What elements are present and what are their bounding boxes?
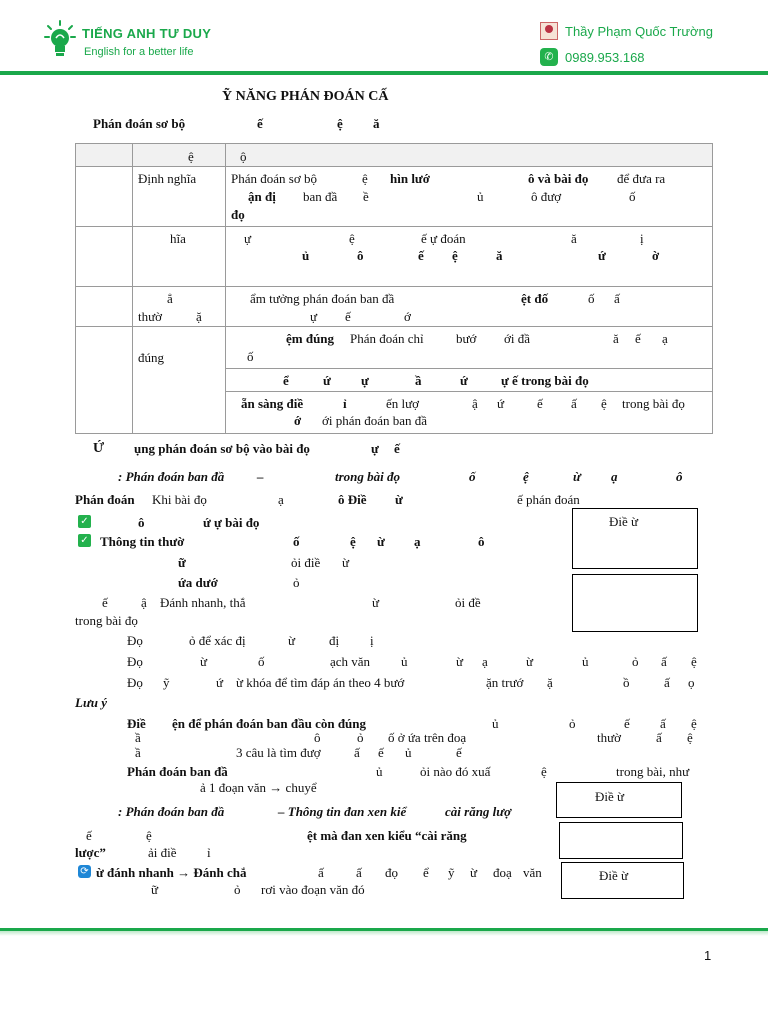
cell-text: ố [247,349,254,364]
step-text: ứ [216,675,224,690]
note-text: Phán đoán ban đầ [127,764,228,779]
cell-text: ẵn sàng điề [241,396,304,411]
page-number: 1 [704,948,712,963]
cell-text: ứ [497,396,505,411]
cell-text: ề [363,189,369,204]
step-text: ị [370,633,374,648]
cell-text: ứ [598,248,606,263]
check-item: ạ [414,534,421,549]
check-item: ứa dướ [178,575,218,590]
note-text: ện để phán đoán ban đầu còn đúng [172,716,367,731]
case2-text: văn [523,865,542,880]
cell-text: ầ [415,373,422,388]
cell-text: ô [357,248,364,263]
note-text: ầ [135,730,141,745]
table-cell [225,368,713,392]
check-item: ệ [350,534,356,549]
cell-text: ế [418,248,424,263]
case2-title: cài răng lượ [445,804,512,819]
cell-text: ệ [601,396,607,411]
strategy-text: ừ [372,595,380,610]
cell-text: ố [588,291,595,306]
note-text: ệ [687,730,693,745]
step-text: ố [258,654,265,669]
step-text: ủ [582,654,589,669]
cell-text: để đưa ra [617,171,666,186]
section2-heading: ụng phán đoán sơ bộ vào bài đọ [134,441,310,456]
prediction-text: ạ [278,492,284,507]
prediction-text: ế phán đoán [517,492,580,507]
answer-box-label: Điề ừ [599,868,629,883]
step-text: ỏ [632,654,639,669]
note-text: thườ [597,730,622,745]
case2-text: lược” [75,845,106,860]
cell-text: ô đượ [531,189,562,204]
note-text: 3 câu là tìm đượ [236,745,321,760]
cell-text: ỉ [343,396,347,411]
table-header-cell [132,143,226,167]
step-text: Đọ [127,633,143,648]
step-text: ỹ [163,675,170,690]
cell-text: ận đị [248,189,276,204]
case2-title: – Thông tin đan xen kiể [278,804,407,819]
case1-title: ô [676,469,683,484]
case1-title: : Phán đoán ban đầ [118,469,225,484]
case1-title: ạ [611,469,618,484]
step-text: ừ [200,654,208,669]
row-label: thườ [138,309,163,324]
teacher-icon [540,22,558,40]
cell-text: ới đầ [504,331,531,346]
case1-title: ệ [523,469,529,484]
strategy-text: ậ [141,595,147,610]
answer-box[interactable] [561,862,684,899]
checkbox-icon: ✓ [78,515,91,528]
strategy-text: Đánh nhanh, thắ [160,595,246,610]
cell-text: ban đầ [303,189,338,204]
answer-box[interactable] [559,822,683,859]
note-text: ệ [541,764,547,779]
case2-text: ỉ [207,845,211,860]
step-text: ọ [688,675,695,690]
note-text: ố ở ứa trên đoạ [388,730,467,745]
note-text: ỏ [357,730,364,745]
section1-fragment: ế [257,116,263,131]
table-cell [75,326,133,434]
prediction-label: Phán đoán [75,492,135,507]
table-header-label: ộ [240,149,247,164]
step-text: đị [329,633,340,648]
step-text: ệ [691,654,697,669]
cell-text: ớ [404,309,411,324]
case2-text: ấ [356,865,362,880]
row-label: ẳ [167,291,173,306]
sync-icon: ⟳ [78,865,91,878]
step-text: ủ [401,654,408,669]
answer-box[interactable] [556,782,682,818]
note-text: ầ [135,745,141,760]
cell-text: ế [635,331,641,346]
case2-text: ế [86,828,92,843]
cell-text: ệt đố [521,291,549,306]
table-header-cell [225,143,713,167]
cell-text: trong bài đọ [622,396,685,411]
cell-text: ấ [571,396,577,411]
strategy-text: ế [102,595,108,610]
cell-text: ệ [362,171,368,186]
brand-name: TIẾNG ANH TƯ DUY [82,26,212,41]
case1-title: ố [469,469,476,484]
cell-text: ệm đúng [286,331,335,346]
note-label: Lưu ý [75,695,107,710]
case2-text: ệ [146,828,152,843]
section2-heading: Ứ [93,441,105,456]
step-text: ặ [547,675,553,690]
check-item: ỏi điề [291,555,321,570]
check-item: ừ [342,555,350,570]
note-text: ế [624,716,630,731]
check-item: ữ [178,555,186,570]
step-text: ạch văn [330,654,371,669]
step-text: ấ [661,654,667,669]
cell-text: đọ [231,207,245,222]
row-label: hĩa [170,231,186,246]
page-title: Ỹ NĂNG PHÁN ĐOÁN CẤ [222,89,389,104]
section2-fragment: ế [394,441,400,456]
step-text: ỏ để xác đị [189,633,246,648]
cell-text: ô và bài đọ [528,171,589,186]
note-text: Điề [127,716,146,731]
cell-text: ă [496,248,503,263]
answer-box-label: Điề ừ [595,789,625,804]
table-cell [75,226,133,287]
note-text: ủ [492,716,499,731]
note-text: ỏi nào đó xuấ [420,764,491,779]
case2-title: : Phán đoán ban đầ [118,804,225,819]
cell-text: ủ [302,248,310,263]
check-item: ừ [377,534,385,549]
cell-text: ế [345,309,351,324]
header-divider [0,71,768,75]
step-text: ặn trướ [486,675,524,690]
footer-accent [0,931,768,936]
step-text: ừ [288,633,296,648]
brand-tagline: English for a better life [84,46,194,58]
cell-text: ự [310,309,318,324]
case2-text: ừ [470,865,478,880]
row-label: ặ [196,309,202,324]
case2-text: ể [423,865,429,880]
prediction-text: ô Điề [338,492,367,507]
cell-text: ể [283,373,289,388]
case2-text: đọ [385,865,398,880]
section1-fragment: ă [373,116,380,131]
cell-text: hìn lướ [390,171,430,186]
row-label-definition: Định nghĩa [138,171,197,186]
cell-text: ứ [460,373,468,388]
check-item: ố [293,534,300,549]
lightbulb-icon [44,20,76,60]
note-text: ủ [405,745,412,760]
cell-text: Phán đoán chỉ [350,331,424,346]
step-text: ạ [482,654,488,669]
cell-text: ă [613,331,619,346]
prediction-text: Khi bài đọ [152,492,207,507]
answer-box-label: Điề ừ [609,514,639,529]
strategy-text: trong bài đọ [75,613,138,628]
cell-text: ự ế trong bài đọ [501,373,589,388]
checkbox-icon: ✓ [78,534,91,547]
case2-text: ải điề [148,845,177,860]
section2-fragment: ự [371,441,379,456]
case2-text: ừ đánh nhanh → Đánh chắ [96,865,247,880]
step-text: Đọ [127,654,143,669]
note-text: ấ [354,745,360,760]
table-cell [75,166,133,227]
phone-number: 0989.953.168 [565,50,645,65]
table-header-label: ệ [188,149,194,164]
cell-text: ị [640,231,644,246]
step-text: ừ [526,654,534,669]
case2-text: ấ [318,865,324,880]
logo [44,20,76,60]
check-item: ô [138,515,145,530]
table-cell [132,326,226,434]
prediction-text: ừ [395,492,403,507]
case2-text: ữ [151,882,159,897]
cell-text: Phán đoán sơ bộ [231,171,317,186]
note-text: ủ [376,764,383,779]
cell-text: ới phán đoán ban đầ [322,413,428,428]
table-cell [75,286,133,327]
cell-text: ến lượ [386,396,420,411]
teacher-name: Thầy Phạm Quốc Trường [565,24,714,39]
step-text: Đọ [127,675,143,690]
cell-text: ế ự đoán [421,231,466,246]
check-item: Thông tin thườ [100,534,185,549]
case2-text: ệt mà đan xen kiểu “cài răng [307,828,467,843]
cell-text: ậ [472,396,478,411]
answer-box[interactable] [572,508,698,569]
cell-text: ệ [349,231,355,246]
answer-box[interactable] [572,574,698,632]
note-text: ô [314,730,321,745]
section1-fragment: ệ [337,116,343,131]
cell-text: ự [244,231,252,246]
step-text: ừ khóa để tìm đáp án theo 4 bướ [236,675,405,690]
section1-heading: Phán đoán sơ bộ [93,116,186,131]
case2-text: rơi vào đoạn văn đó [261,882,365,897]
row-label: đúng [138,350,164,365]
cell-text: ờ [652,248,660,263]
cell-text: ứ [323,373,331,388]
cell-text: ấ [614,291,620,306]
cell-text: ố [629,189,636,204]
cell-text: ủ [477,189,484,204]
case2-text: ỏ [234,882,241,897]
table-header-cell [75,143,133,167]
cell-text: bướ [456,331,477,346]
phone-icon: ✆ [540,48,558,66]
cell-text: ẩm tưởng phán đoán ban đầ [250,291,395,306]
case1-title: trong bài đọ [335,469,401,484]
cell-text: ự [361,373,369,388]
note-text: trong bài, như [616,764,690,779]
cell-text: ạ [662,331,668,346]
check-item: ô [478,534,485,549]
note-text: ế [456,745,462,760]
case1-title: – [257,469,264,484]
note-text: ấ [656,730,662,745]
step-text: ồ [623,675,630,690]
case1-title: ừ [573,469,581,484]
note-text: ế [378,745,384,760]
check-item: ứ ự bài đọ [203,515,260,530]
check-item: ỏ [293,575,300,590]
case2-text: ỹ [448,865,455,880]
note-text: ỏ [569,716,576,731]
cell-text: ớ [294,413,302,428]
cell-text: ệ [452,248,458,263]
strategy-text: ỏi đề [455,595,481,610]
case2-text: đoạ [493,865,512,880]
cell-text: ế [537,396,543,411]
note-text: ả 1 đoạn văn → chuyể [200,780,317,795]
cell-text: ă [571,231,577,246]
note-text: ệ [691,716,697,731]
step-text: ừ [456,654,464,669]
step-text: ấ [664,675,670,690]
note-text: ấ [660,716,666,731]
